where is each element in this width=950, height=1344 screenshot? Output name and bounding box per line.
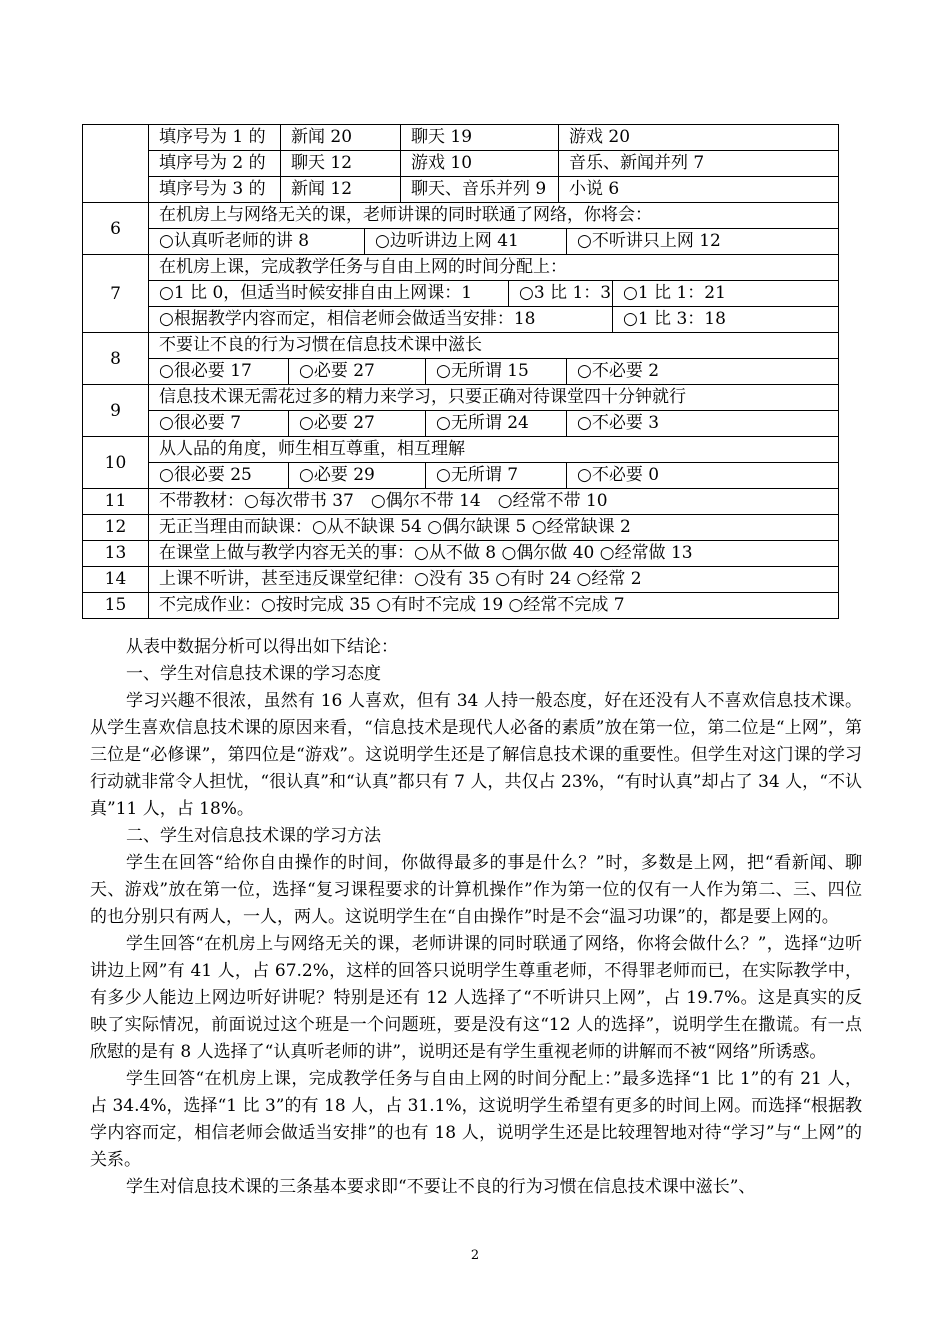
option: ○必要 27 xyxy=(289,411,426,436)
paragraph: 从表中数据分析可以得出如下结论： xyxy=(126,637,398,657)
row-number: 12 xyxy=(83,515,149,540)
option: ○很必要 17 xyxy=(149,359,289,384)
option: ○很必要 25 xyxy=(149,463,289,488)
question-text: 在机房上课，完成教学任务与自由上网的时间分配上： xyxy=(149,255,839,280)
row-number xyxy=(83,125,149,202)
table-line xyxy=(149,151,839,177)
table-row xyxy=(83,567,839,593)
row-number: 8 xyxy=(83,333,149,384)
table-row xyxy=(83,515,839,541)
option: ○很必要 7 xyxy=(149,411,289,436)
option: ○1 比 1：21 xyxy=(613,281,839,306)
option: ○无所谓 24 xyxy=(426,411,567,436)
table-cell: 填序号为 2 的 xyxy=(149,151,281,176)
table-line xyxy=(149,125,839,151)
question-text: 不带教材：○每次带书 37 ○偶尔不带 14 ○经常不带 10 xyxy=(149,489,839,514)
option: ○边听讲边上网 41 xyxy=(365,229,567,254)
paragraph: 学生对信息技术课的三条基本要求即“不要让不良的行为习惯在信息技术课中滋长”、 xyxy=(126,1177,756,1197)
paragraph: 学生在回答“给你自由操作的时间，你做得最多的事是什么？”时，多数是上网，把“看新闻、聊天、游戏”放在第一位，选择“复习课程要求的计算机操作”作为第一位的仅有一人作为第二、三、四位的也分别只有两人，一人，两人。这说明学生在“自由操作”时是不会“温习功课”的，都是要上网的。 xyxy=(90,853,862,927)
table-row xyxy=(83,541,839,567)
question-text: 上课不听讲，甚至违反课堂纪律：○没有 35 ○有时 24 ○经常 2 xyxy=(149,567,839,592)
question-text: 不要让不良的行为习惯在信息技术课中滋长 xyxy=(149,333,839,358)
section-heading: 一、学生对信息技术课的学习态度 xyxy=(126,664,381,684)
option: ○不听讲只上网 12 xyxy=(567,229,839,254)
survey-table xyxy=(82,124,839,619)
table-row xyxy=(83,593,839,619)
row-number: 7 xyxy=(83,255,149,332)
table-row xyxy=(83,125,839,203)
row-number: 10 xyxy=(83,437,149,488)
option: ○无所谓 7 xyxy=(426,463,567,488)
option: ○不必要 2 xyxy=(567,359,839,384)
question-text: 在课堂上做与教学内容无关的事：○从不做 8 ○偶尔做 40 ○经常做 13 xyxy=(149,541,839,566)
row-number: 9 xyxy=(83,385,149,436)
table-cell: 新闻 20 xyxy=(281,125,401,150)
option: ○无所谓 15 xyxy=(426,359,567,384)
table-row xyxy=(83,203,839,255)
table-cell: 聊天 19 xyxy=(401,125,559,150)
option: ○认真听老师的讲 8 xyxy=(149,229,365,254)
row-number: 15 xyxy=(83,593,149,618)
option: ○必要 29 xyxy=(289,463,426,488)
table-cell: 填序号为 1 的 xyxy=(149,125,281,150)
table-row xyxy=(83,385,839,437)
paragraph: 学生回答“在机房上课，完成教学任务与自由上网的时间分配上：”最多选择“1 比 1”的有 21 人，占 34.4%，选择“1 比 3”的有 18 人，占 31.1%，这说明学生希望有更多的时间上网。而选择“根据教学内容而定，相信老师会做适当安排”的也有 18 人，说明学生还是比较理智地对待“学习”与“上网”的关系。 xyxy=(90,1069,862,1170)
option: ○1 比 0，但适当时候安排自由上网课：1 xyxy=(149,281,509,306)
table-cell: 填序号为 3 的 xyxy=(149,177,281,202)
table-cell: 聊天 12 xyxy=(281,151,401,176)
option: ○3 比 1：3 xyxy=(509,281,613,306)
table-cell: 音乐、新闻并列 7 xyxy=(559,151,839,176)
table-row xyxy=(83,333,839,385)
option: ○不必要 0 xyxy=(567,463,839,488)
row-number: 6 xyxy=(83,203,149,254)
row-number: 11 xyxy=(83,489,149,514)
question-text: 从人品的角度，师生相互尊重，相互理解 xyxy=(149,437,839,462)
table-row xyxy=(83,437,839,489)
option: ○必要 27 xyxy=(289,359,426,384)
paragraph: 学习兴趣不很浓，虽然有 16 人喜欢，但有 34 人持一般态度，好在还没有人不喜欢信息技术课。从学生喜欢信息技术课的原因来看，“信息技术是现代人必备的素质”放在第一位，第二位是“上网”，第三位是“必修课”，第四位是“游戏”。这说明学生还是了解信息技术课的重要性。但学生对这门课的学习行动就非常令人担忧，“很认真”和“认真”都只有 7 人，共仅占 23%，“有时认真”却占了 34 人，“不认真”11 人，占 18%。 xyxy=(90,691,862,819)
table-cell: 游戏 20 xyxy=(559,125,839,150)
page-number: 2 xyxy=(470,1248,480,1263)
question-text: 无正当理由而缺课：○从不缺课 54 ○偶尔缺课 5 ○经常缺课 2 xyxy=(149,515,839,540)
option: ○不必要 3 xyxy=(567,411,839,436)
table-cell: 小说 6 xyxy=(559,177,839,202)
row-number: 13 xyxy=(83,541,149,566)
table-cell: 聊天、音乐并列 9 xyxy=(401,177,559,202)
section-heading: 二、学生对信息技术课的学习方法 xyxy=(126,826,381,846)
table-row xyxy=(83,489,839,515)
question-text: 信息技术课无需花过多的精力来学习，只要正确对待课堂四十分钟就行 xyxy=(149,385,839,410)
paragraph: 学生回答“在机房上与网络无关的课，老师讲课的同时联通了网络，你将会做什么？”，选择“边听讲边上网”有 41 人，占 67.2%，这样的回答只说明学生尊重老师，不得罪老师而已，在实际教学中，有多少人能边上网边听好讲呢？特别是还有 12 人选择了“不听讲只上网”，占 19.7%。这是真实的反映了实际情况，前面说过这个班是一个问题班，要是没有这“12 人的选择”，说明学生在撒谎。有一点欣慰的是有 8 人选择了“认真听老师的讲”，说明还是有学生重视老师的讲解而不被“网络”所诱惑。 xyxy=(90,934,862,1062)
question-text: 在机房上与网络无关的课，老师讲课的同时联通了网络，你将会： xyxy=(149,203,839,228)
question-text: 不完成作业：○按时完成 35 ○有时不完成 19 ○经常不完成 7 xyxy=(149,593,839,618)
body-text xyxy=(90,634,862,1201)
option: ○1 比 3：18 xyxy=(613,307,839,332)
table-cell: 新闻 12 xyxy=(281,177,401,202)
table-line xyxy=(149,177,839,202)
table-row xyxy=(83,255,839,333)
row-number: 14 xyxy=(83,567,149,592)
option: ○根据教学内容而定，相信老师会做适当安排：18 xyxy=(149,307,613,332)
table-cell: 游戏 10 xyxy=(401,151,559,176)
